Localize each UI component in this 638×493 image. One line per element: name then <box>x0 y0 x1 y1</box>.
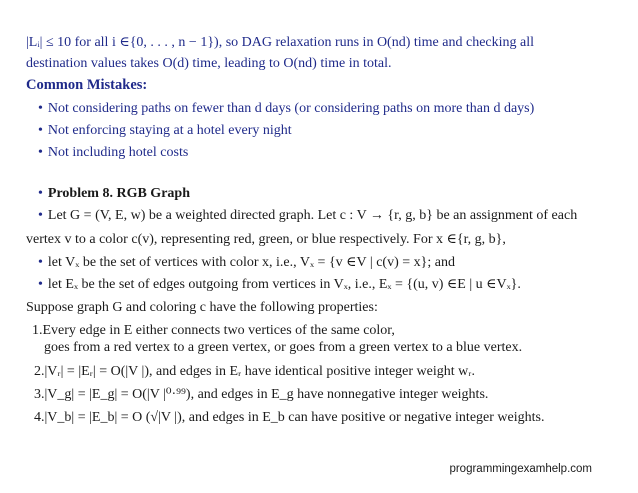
problem-title <box>38 185 190 203</box>
mistake-item-1 <box>38 100 534 118</box>
intro-line-1: |Lᵢ| ≤ 10 for all i ∈{0, . . . , n − 1}), so DAG relaxation runs in O(nd) time and checking all <box>26 35 535 50</box>
problem-title-text: Problem 8. RGB Graph <box>47 186 190 201</box>
mistake-text: Not including hotel costs <box>47 145 189 160</box>
mistake-text: Not considering paths on fewer than d days (or considering paths on more than d days) <box>47 101 535 116</box>
mistake-item-3 <box>38 144 188 162</box>
problem-let-g <box>38 207 577 225</box>
bullet-icon: • <box>38 145 43 160</box>
footer-site: programmingexamhelp.com <box>449 463 592 475</box>
bullet-icon: • <box>38 208 43 223</box>
problem-let-vx-text: let Vₓ be the set of vertices with color x, i.e., Vₓ = {v ∈V | c(v) = x}; and <box>47 255 455 270</box>
problem-vertex-line: vertex v to a color c(v), representing red, green, or blue respectively. For x ∈{r, g, b}, <box>26 232 506 247</box>
problem-let-g-text: Let G = (V, E, w) be a weighted directed graph. Let c : V → {r, g, b} be an assignment of each <box>47 208 578 223</box>
problem-suppose: Suppose graph G and coloring c have the following properties: <box>26 300 378 315</box>
bullet-icon: • <box>38 277 43 292</box>
problem-let-ex-text: let Eₓ be the set of edges outgoing from vertices in Vₓ, i.e., Eₓ = {(u, v) ∈E | u ∈Vₓ}. <box>47 277 521 292</box>
bullet-icon: • <box>38 255 43 270</box>
problem-let-vx <box>38 254 455 272</box>
property-3: 3.|V_g| = |E_g| = O(|V |⁰·⁹⁹), and edges in E_g have nonnegative integer weights. <box>34 387 489 402</box>
property-1-continued: goes from a red vertex to a green vertex, or goes from a green vertex to a blue vertex. <box>44 340 523 355</box>
bullet-icon: • <box>38 186 43 201</box>
common-mistakes-heading: Common Mistakes: <box>26 77 148 93</box>
bullet-icon: • <box>38 101 43 116</box>
problem-let-ex <box>38 276 521 294</box>
bullet-icon: • <box>38 123 43 138</box>
intro-line-2: destination values takes O(d) time, leading to O(nd) time in total. <box>26 56 392 71</box>
mistake-item-2 <box>38 122 292 140</box>
property-4: 4.|V_b| = |E_b| = O (√|V |), and edges in E_b can have positive or negative integer weights. <box>34 410 545 425</box>
property-1: 1.Every edge in E either connects two vertices of the same color, <box>32 323 395 338</box>
property-2: 2.|Vᵣ| = |Eᵣ| = O(|V |), and edges in Eᵣ have identical positive integer weight wᵣ. <box>34 364 475 379</box>
mistake-text: Not enforcing staying at a hotel every night <box>47 123 292 138</box>
